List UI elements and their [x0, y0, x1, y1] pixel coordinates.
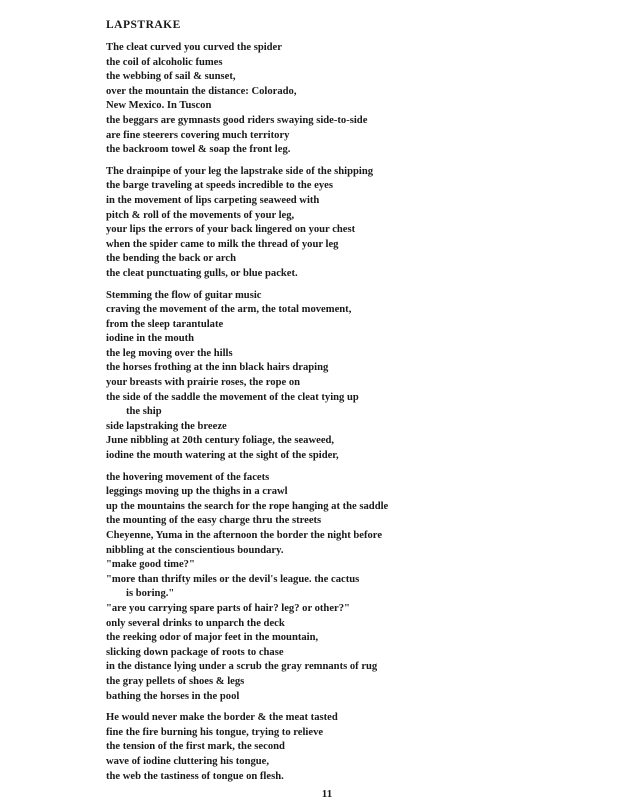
poem-line: June nibbling at 20th century foliage, the seaweed, [106, 435, 335, 447]
poem-line: the backroom towel & soap the front leg. [106, 144, 291, 156]
poem-line: your lips the errors of your back lingered on your chest [106, 224, 356, 236]
poem-line: the webbing of sail & sunset, [106, 71, 236, 83]
poem-line: the mounting of the easy charge thru the streets [106, 515, 322, 527]
poem-line: side lapstraking the breeze [106, 420, 227, 432]
poem-line: bathing the horses in the pool [106, 690, 240, 702]
poem-line: "more than thrifty miles or the devil's league. the cactus [106, 573, 360, 585]
stanza-5 [106, 711, 606, 784]
poem-body [106, 41, 606, 791]
poem-line: slicking down package of roots to chase [106, 646, 284, 658]
page-number: 11 [321, 788, 333, 800]
poem-line: Stemming the flow of guitar music [106, 289, 262, 301]
stanza-1 [106, 41, 606, 158]
poem-line: up the mountains the search for the rope hanging at the saddle [106, 500, 389, 512]
poem-line: "are you carrying spare parts of hair? leg? or other?" [106, 602, 350, 614]
poem-line: the horses frothing at the inn black hairs draping [106, 362, 329, 374]
stanza-4 [106, 471, 606, 705]
poem-line: the bending the back or arch [106, 253, 236, 265]
poem-line: the gray pellets of shoes & legs [106, 675, 245, 687]
poem-line: The drainpipe of your leg the lapstrake side of the shipping [106, 165, 374, 177]
poem-line: the web the tastiness of tongue on flesh. [106, 770, 284, 782]
poem-line: in the movement of lips carpeting seaweed with [106, 194, 320, 206]
poem-line: over the mountain the distance: Colorado, [106, 85, 297, 97]
stanza-2 [106, 165, 606, 282]
poem-line: iodine in the mouth [106, 333, 195, 345]
poem-line: fine the fire burning his tongue, trying to relieve [106, 726, 324, 738]
poem-line: the leg moving over the hills [106, 347, 233, 359]
poem-line: from the sleep tarantulate [106, 318, 224, 330]
poem-line: nibbling at the conscientious boundary. [106, 544, 284, 556]
poem-line: the beggars are gymnasts good riders swaying side-to-side [106, 114, 368, 126]
poem-line: in the distance lying under a scrub the gray remnants of rug [106, 661, 378, 673]
poem-line: "make good time?" [106, 559, 195, 571]
poem-line: Cheyenne, Yuma in the afternoon the border the night before [106, 530, 383, 541]
poem-line: leggings moving up the thighs in a crawl [106, 486, 288, 498]
poem-line: the side of the saddle the movement of the cleat tying up [106, 391, 359, 403]
poem-line: when the spider came to milk the thread of your leg [106, 238, 339, 250]
poem-line: craving the movement of the arm, the total movement, [106, 304, 352, 316]
poem-line: is boring." [126, 588, 175, 600]
poem-line: your breasts with prairie roses, the rope on [106, 377, 301, 389]
poem-title: LAPSTRAKE [106, 19, 181, 31]
poem-line: are fine steerers covering much territory [106, 129, 290, 141]
poem-line: wave of iodine cluttering his tongue, [106, 755, 270, 767]
poem-line: iodine the mouth watering at the sight of the spider, [106, 450, 339, 462]
poem-line: only several drinks to unparch the deck [106, 617, 285, 629]
poem-line: the tension of the first mark, the second [106, 741, 285, 753]
poem-line: the hovering movement of the facets [106, 471, 270, 483]
poem-line: the reeking odor of major feet in the mountain, [106, 632, 319, 644]
poem-line: pitch & roll of the movements of your leg, [106, 209, 295, 221]
poem-line: He would never make the border & the meat tasted [106, 712, 338, 724]
poem-line: the coil of alcoholic fumes [106, 56, 223, 68]
stanza-3 [106, 289, 606, 464]
poem-line: New Mexico. In Tuscon [106, 100, 212, 112]
poem-line: the barge traveling at speeds incredible to the eyes [106, 180, 333, 192]
poem-line: The cleat curved you curved the spider [106, 42, 282, 53]
poem-line: the ship [126, 406, 162, 418]
poem-line: the cleat punctuating gulls, or blue packet. [106, 267, 298, 279]
